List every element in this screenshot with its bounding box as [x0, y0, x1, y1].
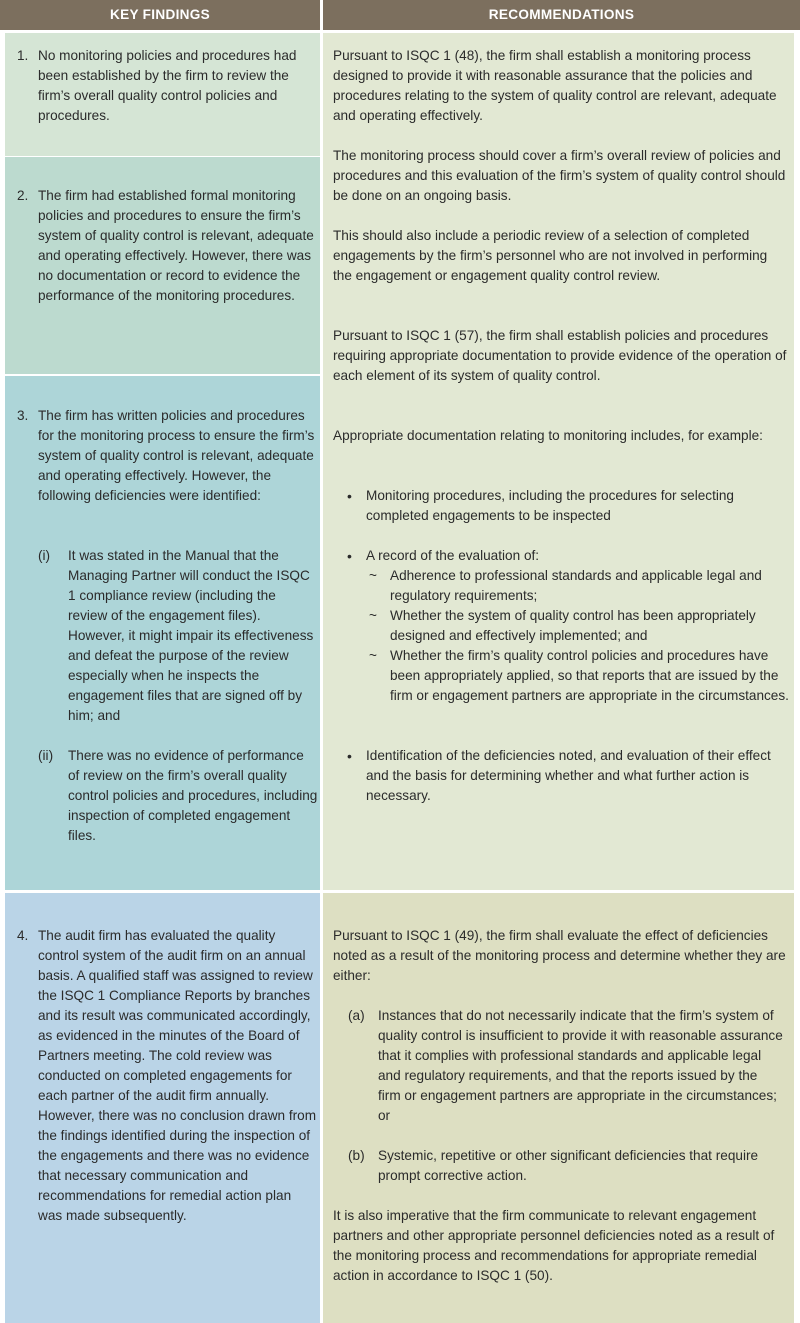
finding-1-text: No monitoring policies and procedures had been established by the firm to review the firm’s overall quality control policies and procedures.: [38, 48, 297, 123]
finding-3-sub-ii-marker: (ii): [38, 748, 54, 763]
finding-3-sub-ii-text: There was no evidence of performance of review on the firm’s overall quality control policies and procedures, including inspection of completed engagement files.: [68, 748, 318, 843]
bullet-icon: •: [347, 548, 352, 564]
finding-3-cell: [5, 376, 320, 890]
bullet-monitoring-procedures: Monitoring procedures, including the procedures for selecting completed engagements to be inspected: [366, 488, 734, 523]
finding-4-text: The audit firm has evaluated the quality control system of the audit firm on an annual basis. A qualified staff was assigned to review the ISQC 1 Compliance Reports by branches and its result was communicated accordingly, as evidenced in the minutes of the Board of Partners meeting. The cold review was conducted on completed engagements for each partner of the audit firm annually. However, there was no conclusion drawn from the findings identified during the inspection of the engagements and there was no evidence that necessary communication and recommendations for remedial action plan was made subsequently.: [38, 928, 317, 1223]
recommendations-cell-2: [323, 893, 794, 1323]
item-a-text: Instances that do not necessarily indicate that the firm’s system of quality control is insufficient to provide it with reasonable assurance that it complies with professional standards and applicable legal and regulatory requirements, and that the reports issued by the firm or engagement partners are appropriate in the circumstances; or: [378, 1008, 783, 1123]
item-b-text: Systemic, repetitive or other significant deficiencies that require prompt corrective action.: [378, 1148, 759, 1183]
finding-2-cell: [5, 157, 320, 374]
tilde-icon: ~: [369, 608, 377, 623]
finding-4-number: 4.: [17, 928, 29, 943]
item-a-marker: (a): [348, 1008, 365, 1023]
recommendation-isqc-50: It is also imperative that the firm communicate to relevant engagement partners and other appropriate personnel deficiencies noted as a result of the monitoring process and recommendations for appropriate remedial action in accordance to ISQC 1 (50).: [333, 1208, 775, 1283]
tilde-icon: ~: [369, 648, 377, 663]
key-findings-header: KEY FINDINGS: [0, 0, 320, 30]
recommendation-documentation-intro: Appropriate documentation relating to monitoring includes, for example:: [333, 428, 763, 443]
bullet-evaluation-record: A record of the evaluation of:: [366, 548, 540, 563]
recommendation-monitoring-scope: The monitoring process should cover a firm’s overall review of policies and procedures and this evaluation of the firm’s system of quality control should be done on an ongoing basis.: [333, 148, 786, 203]
finding-3-sub-i-text: It was stated in the Manual that the Managing Partner will conduct the ISQC 1 compliance review (including the review of the engagement files). However, it might impair its effectiveness and defeat the purpose of the review especially when he inspects the engagement files that are signed off by him; and: [68, 548, 314, 723]
bullet-icon: •: [347, 748, 352, 764]
bullet-icon: •: [347, 488, 352, 504]
sub-item-adherence: Adherence to professional standards and applicable legal and regulatory requirements;: [390, 568, 762, 603]
recommendation-isqc-49: Pursuant to ISQC 1 (49), the firm shall evaluate the effect of deficiencies noted as a result of the monitoring process and determine whether they are either:: [333, 928, 786, 983]
finding-3-sub-i-marker: (i): [38, 548, 51, 563]
recommendation-periodic-review: This should also include a periodic review of a selection of completed engagements by the firm’s personnel who are not involved in performing the engagement or engagement quality control review.: [333, 228, 768, 283]
finding-1-number: 1.: [17, 48, 29, 63]
finding-4-cell: [5, 893, 320, 1323]
sub-item-system-design: Whether the system of quality control has been appropriately designed and effectively implemented; and: [390, 608, 756, 643]
finding-2-number: 2.: [17, 188, 29, 203]
tilde-icon: ~: [369, 568, 377, 583]
bullet-deficiencies: Identification of the deficiencies noted, and evaluation of their effect and the basis for determining whether and what further action is necessary.: [366, 748, 771, 803]
recommendation-isqc-57: Pursuant to ISQC 1 (57), the firm shall establish policies and procedures requiring appropriate documentation to provide evidence of the operation of each element of its system of quality control.: [333, 328, 787, 383]
finding-3-number: 3.: [17, 408, 29, 423]
recommendations-header: RECOMMENDATIONS: [323, 0, 800, 30]
recommendation-isqc-48: Pursuant to ISQC 1 (48), the firm shall establish a monitoring process designed to provide it with reasonable assurance that the policies and procedures relating to the system of quality control are relevant, adequate and operating effectively.: [333, 48, 777, 123]
item-b-marker: (b): [348, 1148, 365, 1163]
finding-3-text: The firm has written policies and procedures for the monitoring process to ensure the firm’s system of quality control is relevant, adequate and operating effectively. However, the following deficiencies were identified:: [38, 408, 315, 503]
finding-2-text: The firm had established formal monitoring policies and procedures to ensure the firm’s system of quality control is relevant, adequate and operating effectively. However, there was no documentation or record to evidence the performance of the monitoring procedures.: [38, 188, 314, 303]
recommendations-cell-1: [323, 33, 794, 890]
sub-item-policies-applied: Whether the firm’s quality control policies and procedures have been appropriately applied, so that reports that are issued by the firm or engagement partners are appropriate in the circumstances.: [390, 648, 789, 703]
finding-1-cell: [5, 33, 320, 156]
